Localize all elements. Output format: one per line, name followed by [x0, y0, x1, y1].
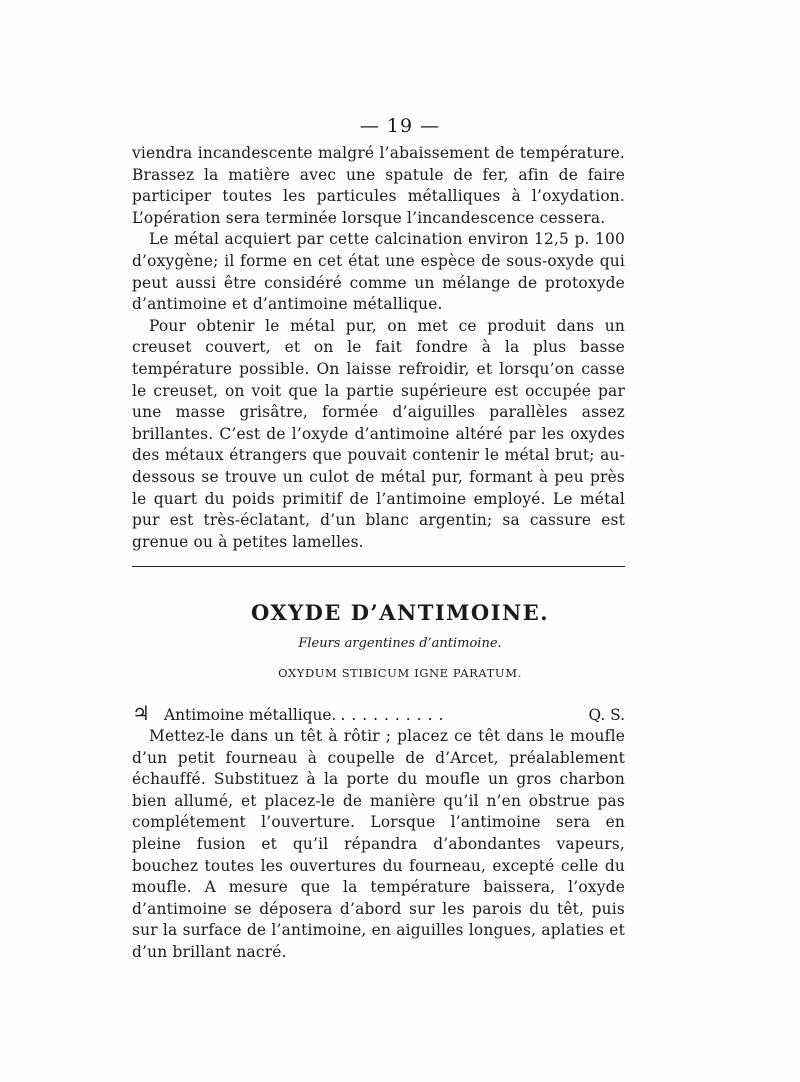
section-subtitle: Fleurs argentines d’antimoine. [298, 636, 502, 651]
paragraph: Pour obtenir le métal pur, on met ce produit dans un creuset couvert, et on le fait fondre à la plus basse température possible. On laisse refroidir, et lorsqu’on casse le creuset, on voit que la partie supérieure est occupée par une masse grisâtre, formée d’aiguilles parallèles assez brillantes. C’est de l’oxyde d’antimoine altéré par les oxydes des métaux étrangers que pouvait contenir le métal brut; au-dessous se trouve un culot de métal pur, formant à peu près le quart du poids primitif de l’antimoine employé. Le métal pur est très-éclatant, d’un blanc argentin; sa cassure est grenue ou à petites lamelles. [132, 316, 625, 551]
leader-dots: .......... [340, 706, 450, 724]
recipe-symbol-icon: ♃ [132, 701, 150, 725]
quantity: Q. S. [588, 706, 625, 724]
ingredient: Antimoine métallique. [164, 706, 337, 724]
section-title: OXYDE D’ANTIMOINE. [250, 600, 550, 625]
page-number: — 19 — [359, 115, 441, 137]
paragraph: Mettez-le dans un têt à rôtir ; placez ce têt dans le moufle d’un petit fourneau à coupelle de d’Arcet, préalablement échauffé. Substituez à la porte du moufle un gros charbon bien allumé, et placez-le de manière qu’il n’en obstrue pas complétement l’ouverture. Lorsque l’antimoine sera en pleine fusion et qu’il répandra d’abondantes vapeurs, bouchez toutes les ouvertures du fourneau, excepté celle du moufle. A mesure que la température baissera, l’oxyde d’antimoine se déposera d’abord sur les parois du têt, puis sur la surface de l’antimoine, en aiguilles longues, aplaties et d’un brillant nacré. [132, 727, 625, 961]
text-block-top [132, 143, 625, 553]
section-divider [132, 566, 625, 567]
latin-name: OXYDUM STIBICUM IGNE PARATUM. [278, 666, 522, 680]
paragraph: Le métal acquiert par cette calcination environ 12,5 p. 100 d’oxygène; il forme en cet état une espèce de sous-oxyde qui peut aussi être considéré comme un mélange de protoxyde d’antimoine et d’antimoine métallique. [132, 230, 625, 314]
recipe-line [132, 702, 625, 726]
paragraph: viendra incandescente malgré l’abaissement de température. Brassez la matière avec une spatule de fer, afin de faire participer toutes les particules métalliques à l’oxydation. L’opération sera terminée lorsque l’incandescence cessera. [132, 144, 625, 227]
text-block-bottom [132, 726, 625, 964]
